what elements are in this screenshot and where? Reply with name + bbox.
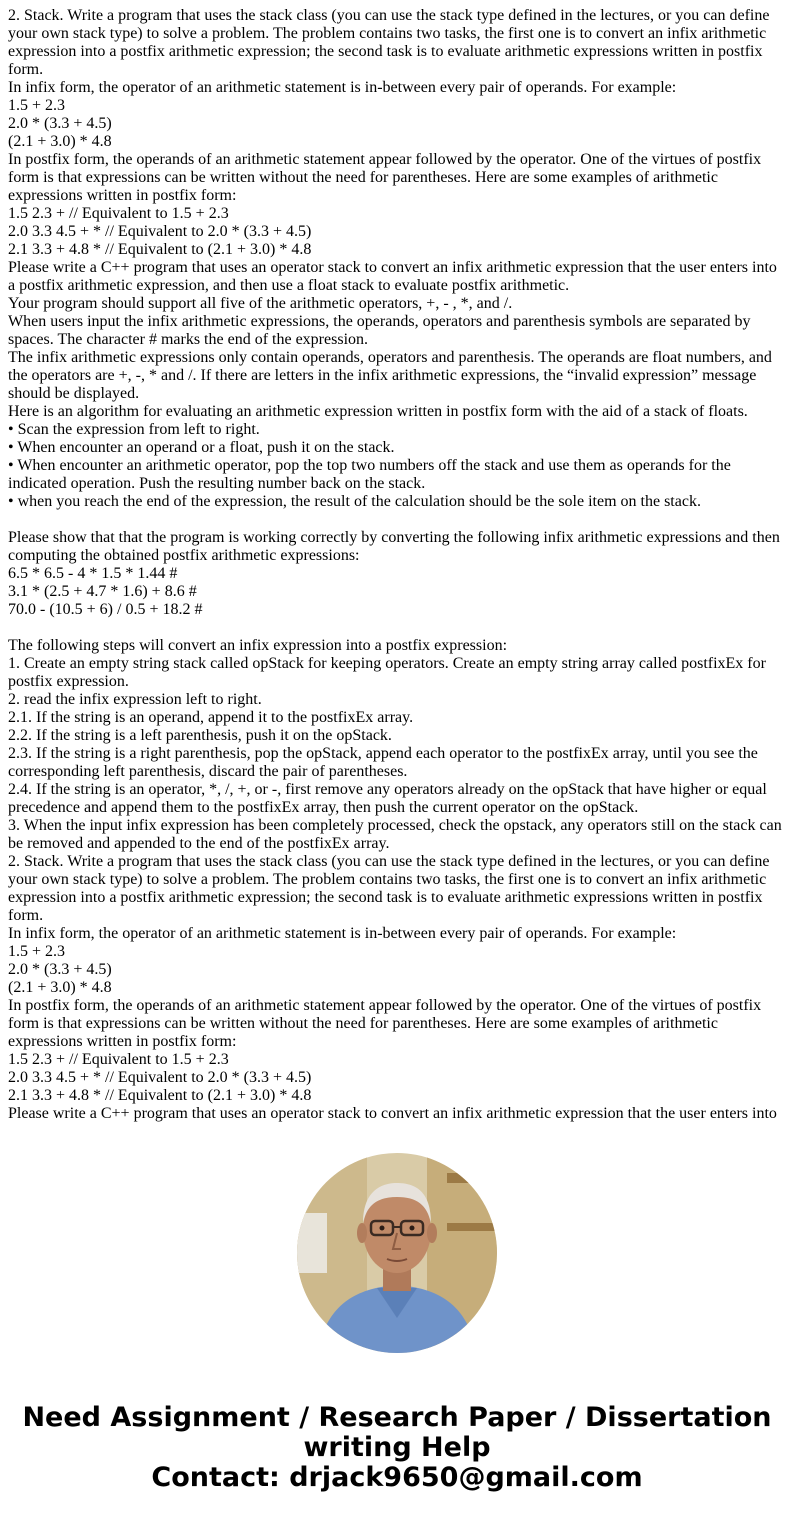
document-line: 3. When the input infix expression has been completely processed, check the opstack, any operators still on the stack can be removed and appended to the end of the postfixEx array. bbox=[8, 817, 782, 852]
document-line: Please show that that the program is working correctly by converting the following infix arithmetic expressions and then computing the obtained postfix arithmetic expressions: bbox=[8, 529, 780, 564]
blank-line bbox=[8, 619, 784, 637]
document-line: 2.0 3.3 4.5 + * // Equivalent to 2.0 * (3.3 + 4.5) bbox=[8, 223, 312, 240]
document-line: 2. Stack. Write a program that uses the stack class (you can use the stack type defined in the lectures, or you can define your own stack type) to solve a problem. The problem contains two tasks, the first one is to convert an infix arithmetic expression into a postfix arithmetic expression; the second task is to evaluate arithmetic expressions written in postfix form. bbox=[8, 853, 770, 924]
author-avatar bbox=[297, 1153, 497, 1353]
banner-contact: Contact: drjack9650@gmail.com bbox=[151, 1462, 643, 1493]
document-line: 1.5 + 2.3 bbox=[8, 943, 66, 960]
document-line: 2.1. If the string is an operand, append it to the postfixEx array. bbox=[8, 709, 414, 726]
document-line: When users input the infix arithmetic expressions, the operands, operators and parenthesis symbols are separated by spaces. The character # marks the end of the expression. bbox=[8, 313, 751, 348]
document-line: 1. Create an empty string stack called opStack for keeping operators. Create an empty string array called postfixEx for postfix expression. bbox=[8, 655, 766, 690]
document-line: 2.1 3.3 + 4.8 * // Equivalent to (2.1 + 3.0) * 4.8 bbox=[8, 241, 312, 258]
document-line: • When encounter an arithmetic operator, pop the top two numbers off the stack and use them as operands for the indicated operation. Push the resulting number back on the stack. bbox=[8, 457, 731, 492]
document-line: 2.2. If the string is a left parenthesis, push it on the opStack. bbox=[8, 727, 392, 744]
document-line: 2.0 * (3.3 + 4.5) bbox=[8, 961, 112, 978]
document-line: Please write a C++ program that uses an operator stack to convert an infix arithmetic expression that the user enters into bbox=[8, 1105, 777, 1122]
banner-headline: Need Assignment / Research Paper / Dissertation bbox=[22, 1402, 772, 1433]
document-line: • when you reach the end of the expression, the result of the calculation should be the sole item on the stack. bbox=[8, 493, 701, 510]
document-body bbox=[8, 7, 784, 1123]
document-line: 1.5 2.3 + // Equivalent to 1.5 + 2.3 bbox=[8, 205, 229, 222]
banner-subheadline: writing Help bbox=[303, 1432, 491, 1463]
document-line: Please write a C++ program that uses an operator stack to convert an infix arithmetic expression that the user enters into a postfix arithmetic expression, and then use a float stack to evaluate postfix arithmetic. bbox=[8, 259, 777, 294]
document-line: In infix form, the operator of an arithmetic statement is in-between every pair of operands. For example: bbox=[8, 925, 677, 942]
document-line: • When encounter an operand or a float, push it on the stack. bbox=[8, 439, 395, 456]
document-line: Your program should support all five of the arithmetic operators, +, - , *, and /. bbox=[8, 295, 513, 312]
document-line: In postfix form, the operands of an arithmetic statement appear followed by the operator. One of the virtues of postfix form is that expressions can be written without the need for parentheses. Here are some examples of arithmetic expressions written in postfix form: bbox=[8, 151, 762, 204]
document-line: The infix arithmetic expressions only contain operands, operators and parenthesis. The operands are float numbers, and the operators are +, -, * and /. If there are letters in the infix arithmetic expressions, the “invalid expression” message should be displayed. bbox=[8, 349, 772, 402]
document-line: 2.4. If the string is an operator, *, /, +, or -, first remove any operators already on the opStack that have higher or equal precedence and append them to the postfixEx array, then push the current operator on the opStack. bbox=[8, 781, 767, 816]
document-line: 2. read the infix expression left to right. bbox=[8, 691, 262, 708]
document-line: 1.5 + 2.3 bbox=[8, 97, 66, 114]
document-line: 3.1 * (2.5 + 4.7 * 1.6) + 8.6 # bbox=[8, 583, 197, 600]
document-line: 1.5 2.3 + // Equivalent to 1.5 + 2.3 bbox=[8, 1051, 229, 1068]
document-line: Here is an algorithm for evaluating an arithmetic expression written in postfix form with the aid of a stack of floats. bbox=[8, 403, 748, 420]
document-line: (2.1 + 3.0) * 4.8 bbox=[8, 979, 112, 996]
document-line: 6.5 * 6.5 - 4 * 1.5 * 1.44 # bbox=[8, 565, 178, 582]
document-line: • Scan the expression from left to right. bbox=[8, 421, 260, 438]
contact-banner bbox=[0, 1403, 794, 1493]
document-line: 2.0 * (3.3 + 4.5) bbox=[8, 115, 112, 132]
avatar-photo bbox=[297, 1153, 497, 1353]
document-line: 70.0 - (10.5 + 6) / 0.5 + 18.2 # bbox=[8, 601, 203, 618]
document-line: The following steps will convert an infix expression into a postfix expression: bbox=[8, 637, 508, 654]
blank-line bbox=[8, 511, 784, 529]
document-line: 2. Stack. Write a program that uses the stack class (you can use the stack type defined in the lectures, or you can define your own stack type) to solve a problem. The problem contains two tasks, the first one is to convert an infix arithmetic expression into a postfix arithmetic expression; the second task is to evaluate arithmetic expressions written in postfix form. bbox=[8, 7, 770, 78]
document-line: In postfix form, the operands of an arithmetic statement appear followed by the operator. One of the virtues of postfix form is that expressions can be written without the need for parentheses. Here are some examples of arithmetic expressions written in postfix form: bbox=[8, 997, 762, 1050]
document-line: In infix form, the operator of an arithmetic statement is in-between every pair of operands. For example: bbox=[8, 79, 677, 96]
document-line: 2.3. If the string is a right parenthesis, pop the opStack, append each operator to the postfixEx array, until you see the corresponding left parenthesis, discard the pair of parentheses. bbox=[8, 745, 758, 780]
document-line: 2.1 3.3 + 4.8 * // Equivalent to (2.1 + 3.0) * 4.8 bbox=[8, 1087, 312, 1104]
document-line: (2.1 + 3.0) * 4.8 bbox=[8, 133, 112, 150]
document-line: 2.0 3.3 4.5 + * // Equivalent to 2.0 * (3.3 + 4.5) bbox=[8, 1069, 312, 1086]
